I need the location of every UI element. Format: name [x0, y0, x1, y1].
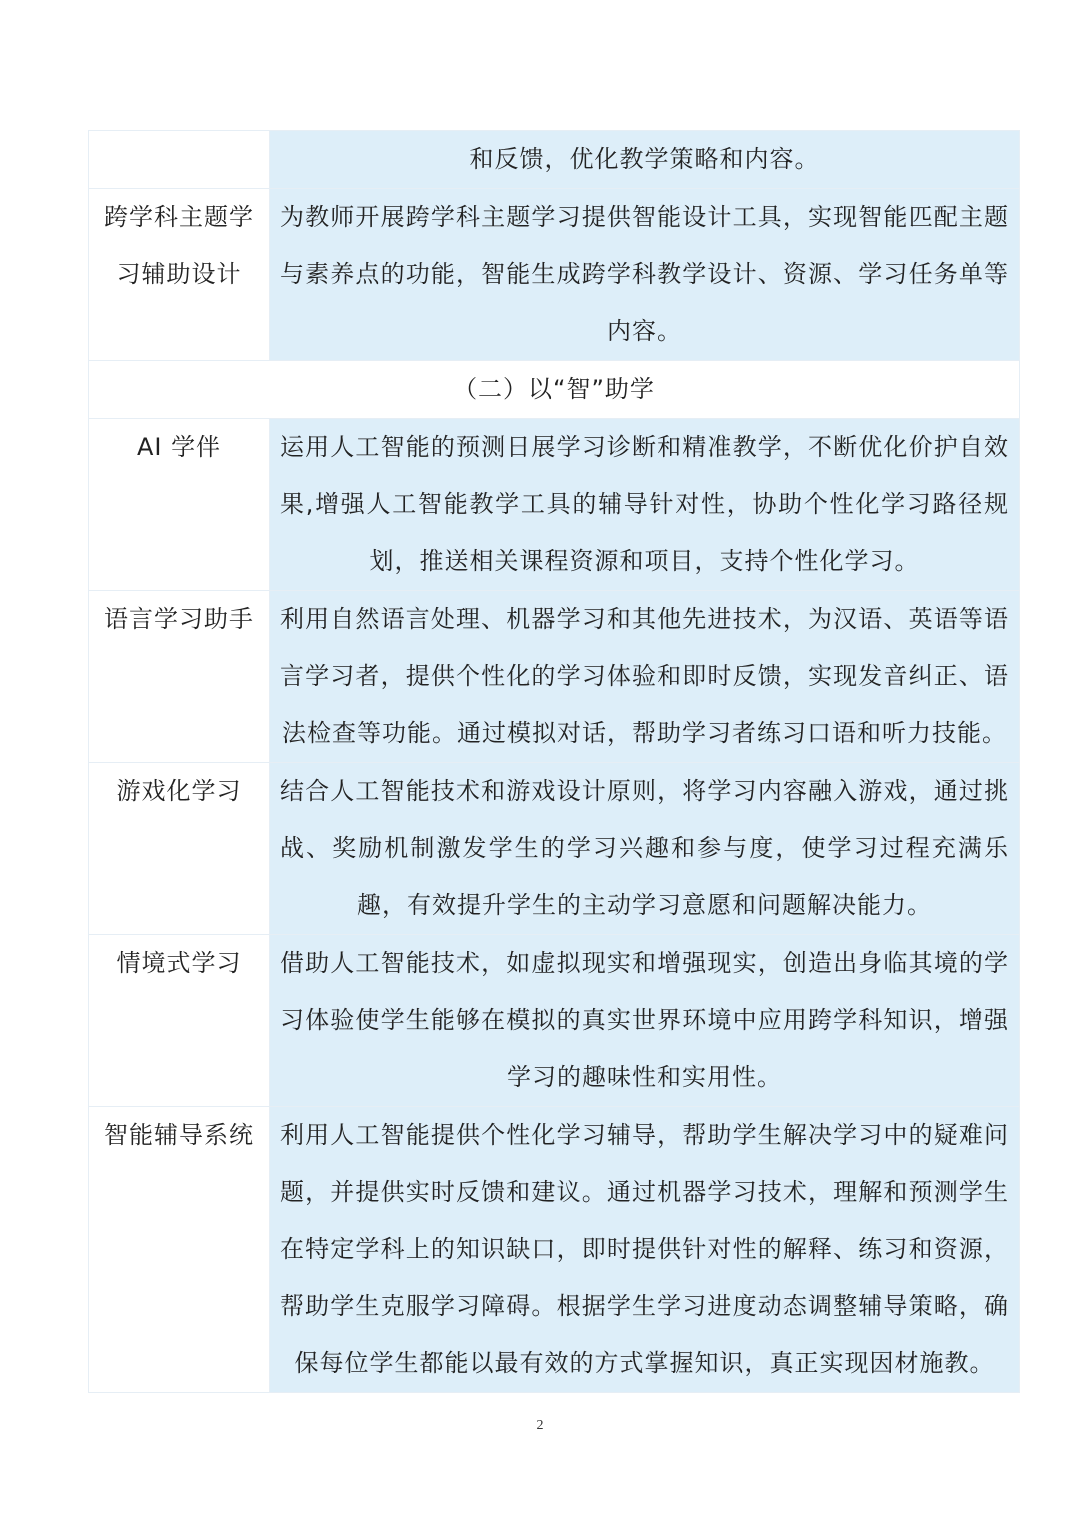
- page-number: 2: [536, 1418, 544, 1433]
- row-label: 游戏化学习: [89, 763, 270, 935]
- document-table: [88, 130, 1020, 1393]
- row-label: 跨学科主题学习辅助设计: [89, 189, 270, 361]
- section-title: （二）以“智”助学: [89, 361, 1020, 419]
- row-label: 情境式学习: [89, 935, 270, 1107]
- table-row: [89, 131, 1020, 189]
- table-row: [89, 1107, 1020, 1393]
- row-content: 借助人工智能技术，如虚拟现实和增强现实，创造出身临其境的学习体验使学生能够在模拟的真实世界环境中应用跨学科知识，增强学习的趣味性和实用性。: [270, 935, 1020, 1107]
- table-row: [89, 591, 1020, 763]
- row-label: [89, 131, 270, 189]
- row-label: 智能辅导系统: [89, 1107, 270, 1393]
- row-content: 利用人工智能提供个性化学习辅导，帮助学生解决学习中的疑难问题，并提供实时反馈和建议。通过机器学习技术，理解和预测学生在特定学科上的知识缺口，即时提供针对性的解释、练习和资源，帮助学生克服学习障碍。根据学生学习进度动态调整辅导策略，确保每位学生都能以最有效的方式掌握知识，真正实现因材施教。: [270, 1107, 1020, 1393]
- section-header-row: [89, 361, 1020, 419]
- row-label: AI 学伴: [89, 419, 270, 591]
- row-content: 结合人工智能技术和游戏设计原则，将学习内容融入游戏，通过挑战、奖励机制激发学生的学习兴趣和参与度，使学习过程充满乐趣，有效提升学生的主动学习意愿和问题解决能力。: [270, 763, 1020, 935]
- row-label: 语言学习助手: [89, 591, 270, 763]
- row-content: 为教师开展跨学科主题学习提供智能设计工具，实现智能匹配主题与素养点的功能，智能生成跨学科教学设计、资源、学习任务单等内容。: [270, 189, 1020, 361]
- table-row: [89, 189, 1020, 361]
- row-content: 利用自然语言处理、机器学习和其他先进技术，为汉语、英语等语言学习者，提供个性化的学习体验和即时反馈，实现发音纠正、语法检查等功能。通过模拟对话，帮助学习者练习口语和听力技能。: [270, 591, 1020, 763]
- row-content: 运用人工智能的预测日展学习诊断和精准教学，不断优化价护自效果,增强人工智能教学工具的辅导针对性，协助个性化学习路径规划，推送相关课程资源和项目，支持个性化学习。: [270, 419, 1020, 591]
- table-row: [89, 763, 1020, 935]
- table-row: [89, 935, 1020, 1107]
- row-content: 和反馈，优化教学策略和内容。: [270, 131, 1020, 189]
- table-row: [89, 419, 1020, 591]
